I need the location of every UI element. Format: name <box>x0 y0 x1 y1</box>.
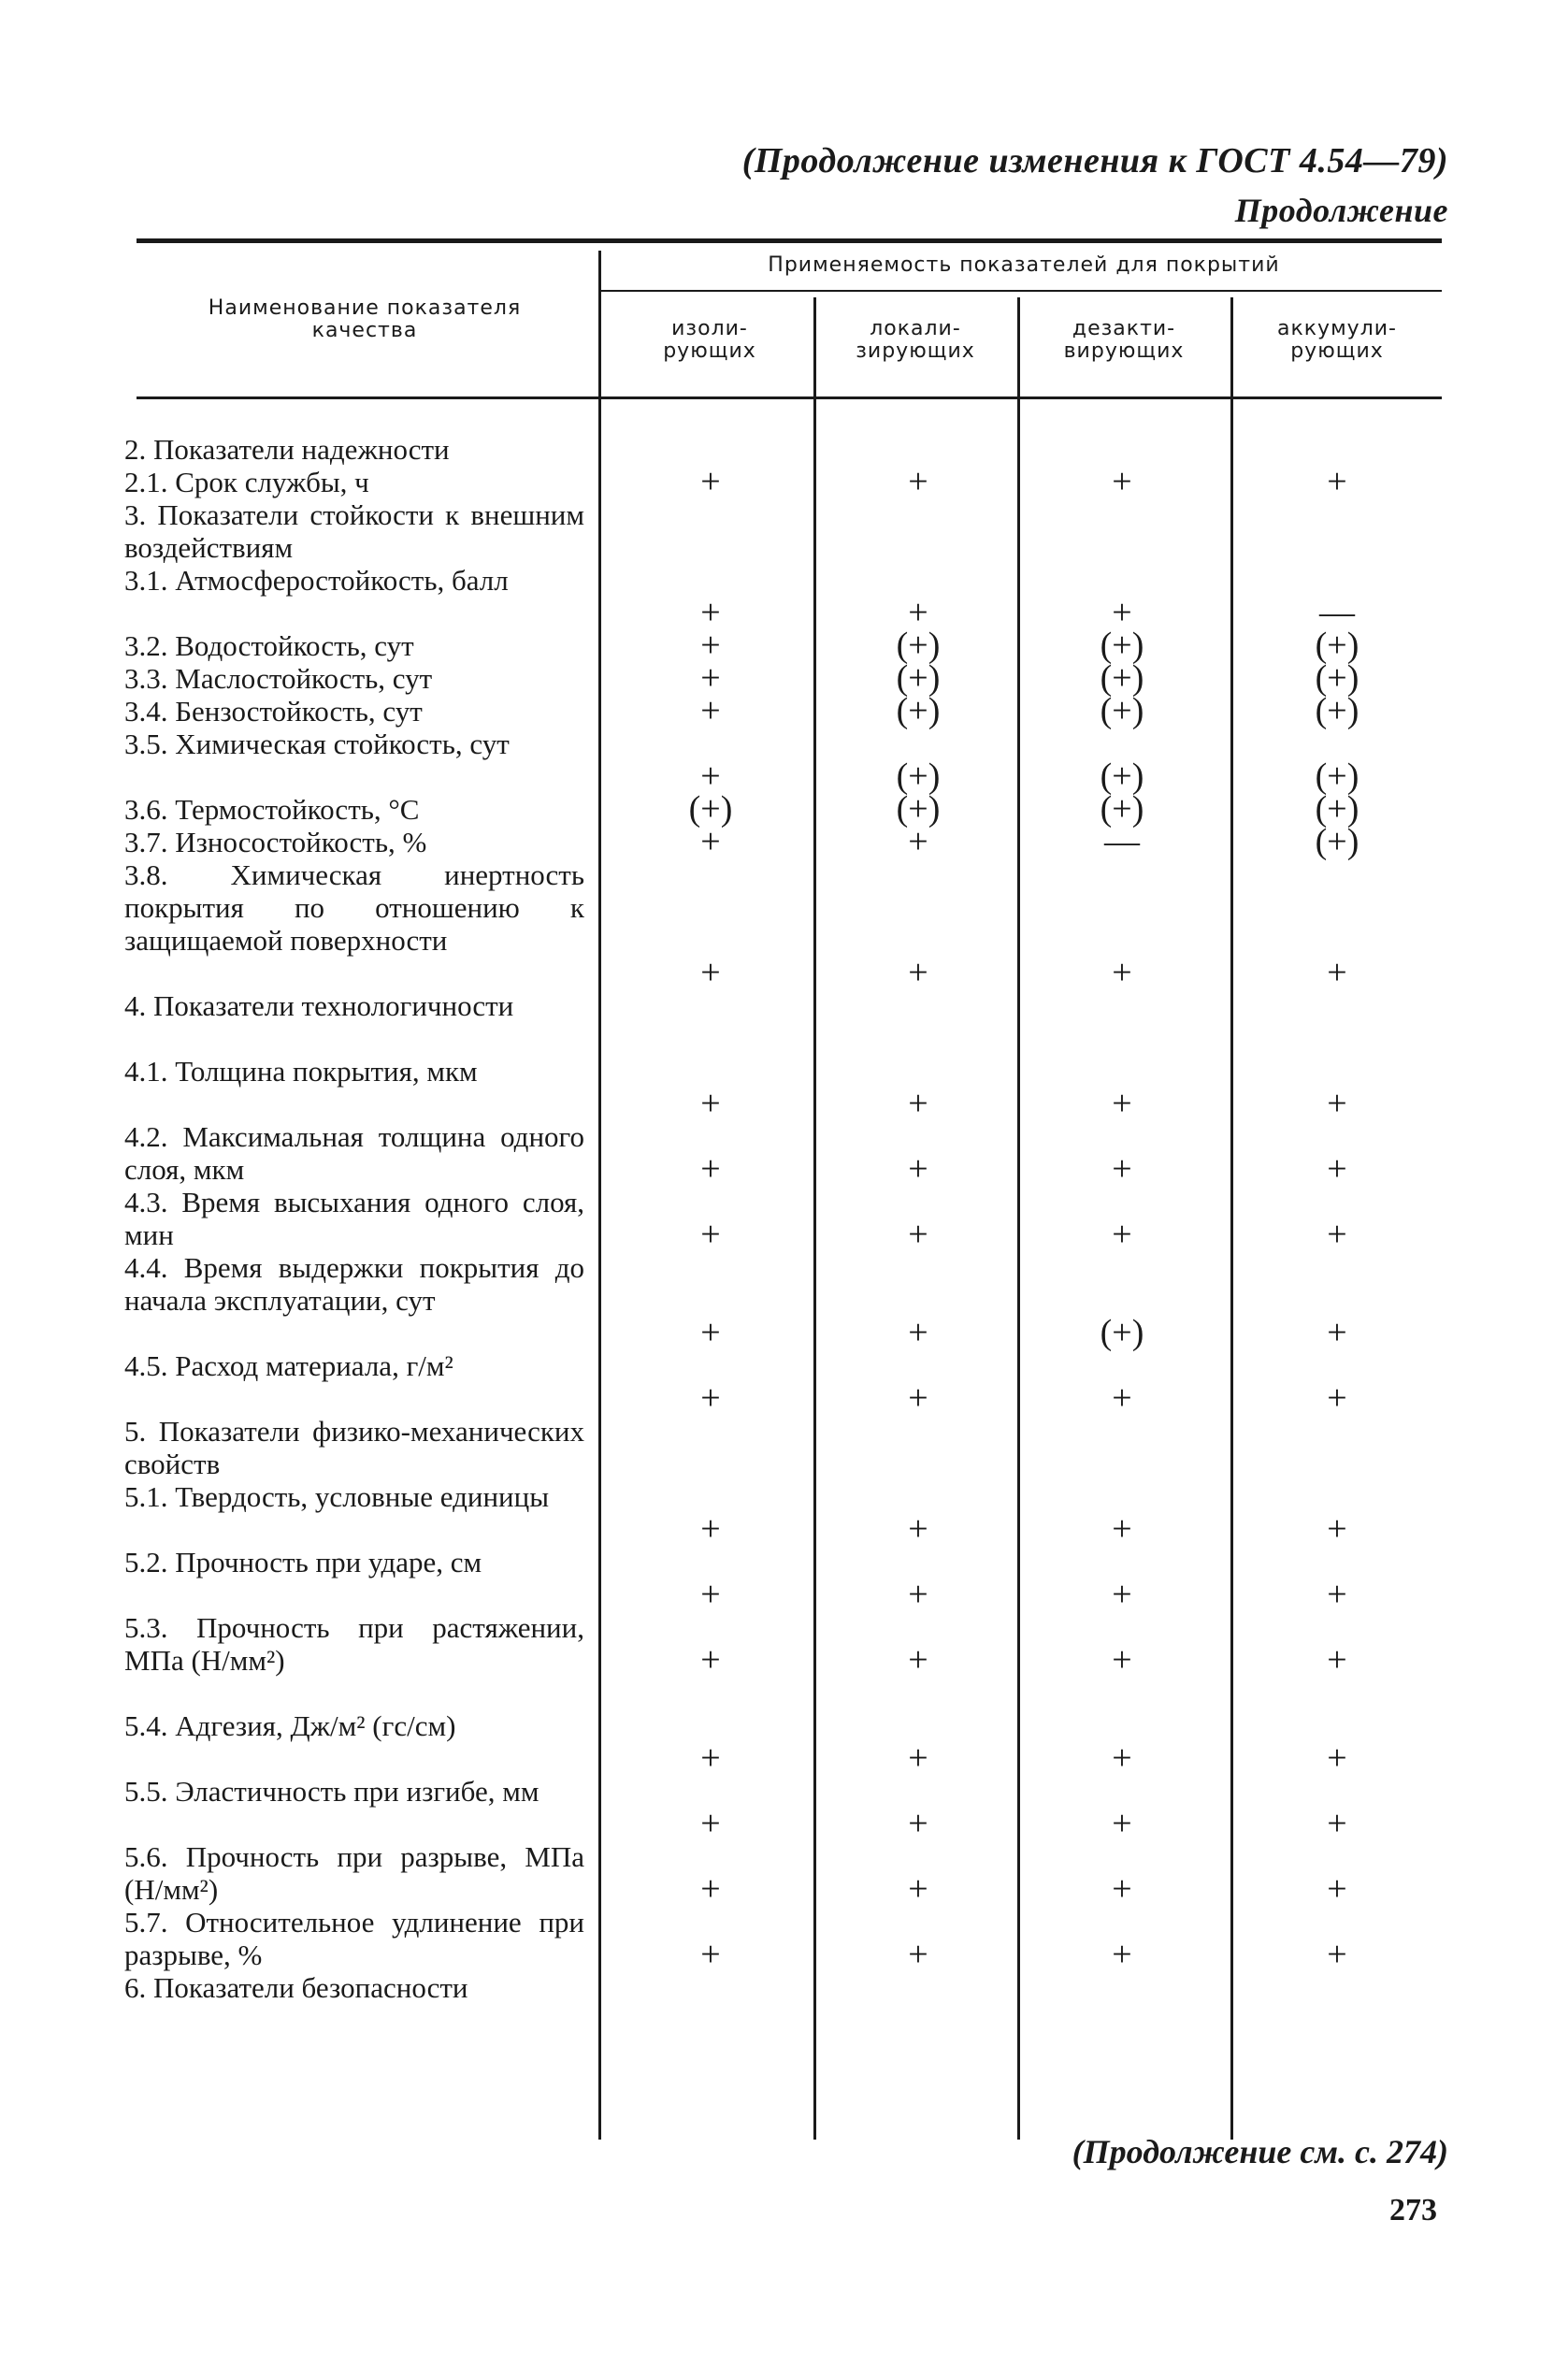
mark-deactivating: + <box>1112 593 1132 632</box>
mark-localizing: + <box>908 1378 928 1418</box>
mark-isolating: + <box>700 1804 721 1843</box>
mark-isolating: + <box>700 691 721 730</box>
mark-localizing: + <box>908 1313 928 1352</box>
row-label: 4.5. Расход материала, г/м² <box>124 1349 453 1382</box>
mark-isolating: + <box>700 1509 721 1549</box>
mark-localizing: + <box>908 1738 928 1778</box>
column-header-accumulating: аккумули- рующих <box>1277 317 1397 363</box>
row-label: 4. Показатели технологичности <box>124 989 514 1022</box>
row-label: 3. Показатели стойкости к внешним воздействиям <box>124 498 584 564</box>
mark-accumulating: + <box>1327 1149 1347 1189</box>
column-divider <box>598 251 601 2140</box>
mark-accumulating: + <box>1327 462 1347 501</box>
mark-isolating: + <box>700 593 721 632</box>
mark-accumulating: (+) <box>1315 626 1359 665</box>
row-label: 5. Показатели физико-механических свойств <box>124 1415 584 1480</box>
mark-deactivating: + <box>1112 1215 1132 1254</box>
mark-localizing: + <box>908 1509 928 1549</box>
row-label: 3.7. Износостойкость, % <box>124 826 427 858</box>
mark-isolating: (+) <box>688 789 733 829</box>
mark-localizing: + <box>908 953 928 992</box>
row-label: 5.5. Эластичность при изгибе, мм <box>124 1775 539 1808</box>
mark-isolating: + <box>700 1215 721 1254</box>
column-group-rule <box>600 290 1442 292</box>
column-divider <box>813 297 816 2140</box>
mark-accumulating: + <box>1327 1509 1347 1549</box>
mark-isolating: + <box>700 1378 721 1418</box>
table-top-rule <box>137 238 1442 243</box>
mark-localizing: + <box>908 1869 928 1909</box>
mark-localizing: + <box>908 1804 928 1843</box>
page-number: 273 <box>1389 2193 1437 2227</box>
mark-localizing: + <box>908 593 928 632</box>
row-label: 3.1. Атмосферостойкость, балл <box>124 564 509 597</box>
mark-accumulating: + <box>1327 1640 1347 1679</box>
mark-isolating: + <box>700 462 721 501</box>
continuation-footer: (Продолжение см. с. 274) <box>1072 2133 1448 2170</box>
row-label: 2.1. Срок службы, ч <box>124 466 369 498</box>
column-header-localizing: локали- зирующих <box>856 317 975 363</box>
mark-deactivating: (+) <box>1100 626 1144 665</box>
mark-isolating: + <box>700 1149 721 1189</box>
mark-accumulating: + <box>1327 1215 1347 1254</box>
column-divider <box>1017 297 1020 2140</box>
mark-isolating: + <box>700 1313 721 1352</box>
row-label: 3.4. Бензостойкость, сут <box>124 695 423 728</box>
mark-isolating: + <box>700 1935 721 1974</box>
mark-accumulating: + <box>1327 1084 1347 1123</box>
mark-deactivating: (+) <box>1100 789 1144 829</box>
mark-localizing: + <box>908 462 928 501</box>
mark-accumulating: + <box>1327 1378 1347 1418</box>
mark-accumulating: + <box>1327 1804 1347 1843</box>
row-label: 2. Показатели надежности <box>124 433 450 466</box>
row-label: 3.2. Водостойкость, сут <box>124 629 414 662</box>
row-label: 5.4. Адгезия, Дж/м² (гс/см) <box>124 1709 456 1742</box>
mark-accumulating: (+) <box>1315 789 1359 829</box>
mark-isolating: + <box>700 658 721 698</box>
mark-localizing: (+) <box>896 626 941 665</box>
mark-deactivating: + <box>1112 1738 1132 1778</box>
row-label: 3.5. Химическая стойкость, сут <box>124 728 510 760</box>
row-label: 4.1. Толщина покрытия, мкм <box>124 1055 478 1088</box>
row-label: 3.3. Маслостойкость, сут <box>124 662 433 695</box>
mark-isolating: + <box>700 757 721 796</box>
mark-deactivating: + <box>1112 1640 1132 1679</box>
mark-deactivating: — <box>1104 822 1140 861</box>
mark-isolating: + <box>700 626 721 665</box>
mark-localizing: (+) <box>896 691 941 730</box>
mark-localizing: + <box>908 1149 928 1189</box>
row-label: 4.4. Время выдержки покрытия до начала эксплуатации, сут <box>124 1251 584 1317</box>
mark-localizing: + <box>908 1640 928 1679</box>
mark-deactivating: (+) <box>1100 691 1144 730</box>
row-label: 5.2. Прочность при ударе, см <box>124 1546 482 1578</box>
mark-accumulating: + <box>1327 1869 1347 1909</box>
mark-deactivating: + <box>1112 1084 1132 1123</box>
mark-accumulating: (+) <box>1315 658 1359 698</box>
mark-deactivating: + <box>1112 1378 1132 1418</box>
row-label: 4.2. Максимальная толщина одного слоя, мкм <box>124 1120 584 1186</box>
column-header-isolating: изоли- рующих <box>663 317 756 363</box>
mark-isolating: + <box>700 822 721 861</box>
mark-accumulating: — <box>1319 593 1355 632</box>
row-label: 5.6. Прочность при разрыве, МПа (Н/мм²) <box>124 1840 584 1906</box>
mark-isolating: + <box>700 1869 721 1909</box>
mark-accumulating: + <box>1327 1313 1347 1352</box>
mark-deactivating: + <box>1112 1869 1132 1909</box>
mark-isolating: + <box>700 1575 721 1614</box>
mark-accumulating: (+) <box>1315 757 1359 796</box>
mark-localizing: (+) <box>896 658 941 698</box>
continuation-header: (Продолжение изменения к ГОСТ 4.54—79) <box>741 141 1448 180</box>
row-label: 5.7. Относительное удлинение при разрыве, % <box>124 1906 584 1971</box>
mark-deactivating: + <box>1112 953 1132 992</box>
column-group-header: Применяемость показателей для покрытий <box>768 253 1280 277</box>
mark-deactivating: + <box>1112 1509 1132 1549</box>
row-label: 3.8. Химическая инертность покрытия по отношению к защищаемой поверхности <box>124 858 584 957</box>
mark-accumulating: + <box>1327 953 1347 992</box>
row-label: 6. Показатели безопасности <box>124 1971 468 2004</box>
mark-localizing: + <box>908 1575 928 1614</box>
mark-isolating: + <box>700 1738 721 1778</box>
mark-isolating: + <box>700 1084 721 1123</box>
mark-accumulating: + <box>1327 1575 1347 1614</box>
mark-localizing: + <box>908 1084 928 1123</box>
mark-deactivating: + <box>1112 1575 1132 1614</box>
mark-deactivating: + <box>1112 1149 1132 1189</box>
column-header-name: Наименование показателя качества <box>208 296 522 342</box>
mark-deactivating: + <box>1112 1935 1132 1974</box>
column-header-deactivating: дезакти- вирующих <box>1063 317 1185 363</box>
mark-accumulating: + <box>1327 1935 1347 1974</box>
row-label: 5.3. Прочность при растяжении, МПа (Н/мм²) <box>124 1611 584 1677</box>
table-header-rule <box>137 396 1442 399</box>
continuation-subheader: Продолжение <box>1234 192 1448 229</box>
mark-isolating: + <box>700 953 721 992</box>
row-label: 5.1. Твердость, условные единицы <box>124 1480 550 1513</box>
mark-deactivating: + <box>1112 1804 1132 1843</box>
row-label: 4.3. Время высыхания одного слоя, мин <box>124 1186 584 1251</box>
mark-deactivating: + <box>1112 462 1132 501</box>
mark-deactivating: (+) <box>1100 658 1144 698</box>
mark-localizing: + <box>908 822 928 861</box>
mark-deactivating: (+) <box>1100 757 1144 796</box>
mark-localizing: + <box>908 1935 928 1974</box>
mark-accumulating: + <box>1327 1738 1347 1778</box>
column-divider <box>1230 297 1233 2140</box>
mark-deactivating: (+) <box>1100 1313 1144 1352</box>
mark-accumulating: (+) <box>1315 822 1359 861</box>
mark-localizing: + <box>908 1215 928 1254</box>
mark-accumulating: (+) <box>1315 691 1359 730</box>
mark-isolating: + <box>700 1640 721 1679</box>
mark-localizing: (+) <box>896 789 941 829</box>
mark-localizing: (+) <box>896 757 941 796</box>
row-label: 3.6. Термостойкость, °С <box>124 793 420 826</box>
